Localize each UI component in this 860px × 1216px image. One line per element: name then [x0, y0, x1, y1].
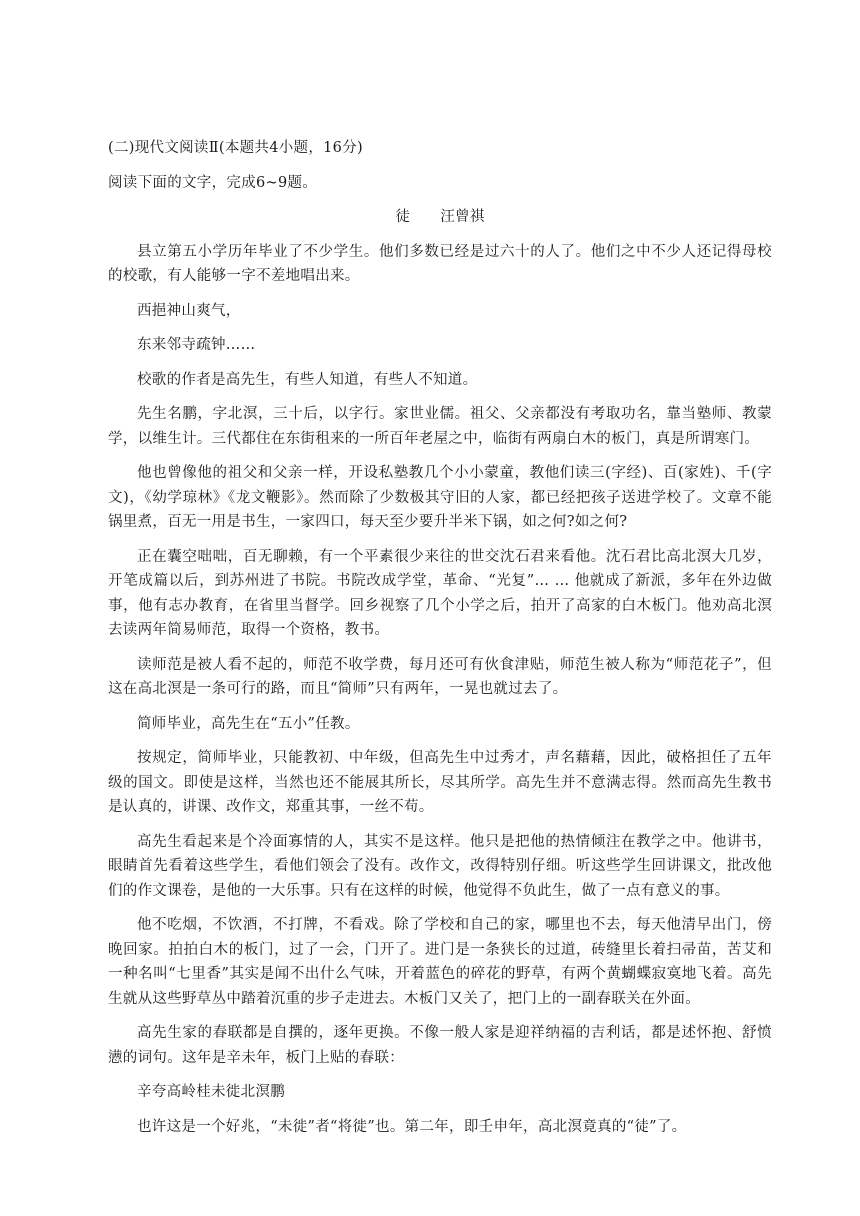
article-title: 徒 [395, 209, 411, 225]
paragraph-6: 读师范是被人看不起的，师范不收学费，每月还可有伙食津贴，师范生被人称为“师范花子”，但这在高北溟是一条可行的路，而且“简师”只有两年，一晃也就过去了。 [108, 656, 772, 697]
paragraph-5: 正在囊空咄咄，百无聊赖，有一个平素很少来往的世交沈石君来看他。沈石君比高北溟大几岁，开笔成篇以后，到苏州进了书院。书院改成学堂，革命、“光复”… … 他就成了新派，多年在外边做事，他有志办教育，在省里当督学。回乡视察了几个小学之后，拍开了高家的白木板门。他劝高北溟去读两年简易师范，取得一个资格，教书。 [108, 548, 772, 638]
paragraph-4: 他也曾像他的祖父和父亲一样，开设私塾教几个小小蒙童，教他们读三(字经)、百(家姓)、千(字文)，《幼学琼林》《龙文鞭影》。然而除了少数极其守旧的人家，都已经把孩子送进学校了。文章不能锅里煮，百无一用是书生，一家四口，每天至少要升半米下锅，如之何?如之何? [108, 465, 772, 530]
document-page [108, 136, 772, 1149]
paragraph-1: 县立第五小学历年毕业了不少学生。他们多数已经是过六十的人了。他们之中不少人还记得母校的校歌，有人能够一字不差地唱出来。 [108, 243, 772, 284]
article-title-line [108, 205, 772, 230]
section-heading: (二)现代文阅读Ⅱ(本题共4小题，16分) [108, 140, 363, 156]
paragraph-9: 高先生看起来是个冷面寡情的人，其实不是这样。他只是把他的热情倾注在教学之中。他讲书，眼睛首先看着这些学生，看他们领会了没有。改作文，改得特别仔细。听这些学生回讲课文，批改他们的作文课卷，是他的一大乐事。只有在这样的时候，他觉得不负此生，做了一点有意义的事。 [108, 833, 772, 899]
paragraph-3: 先生名鹏，字北溟，三十后，以字行。家世业儒。祖父、父亲都没有考取功名，靠当塾师、教蒙学，以维生计。三代都住在东街租来的一所百年老屋之中，临街有两扇白木的板门，真是所谓寒门。 [108, 406, 772, 447]
song-line-1: 西挹神山爽气， [137, 302, 241, 319]
paragraph-10: 他不吃烟，不饮酒，不打牌，不看戏。除了学校和自己的家，哪里也不去，每天他清早出门，傍晚回家。拍拍白木的板门，过了一会，门开了。进门是一条狭长的过道，砖缝里长着扫帚苗，苦艾和一种名叫“七里香”其实是闻不出什么气味，开着蓝色的碎花的野草，有两个黄蝴蝶寂寞地飞着。高先生就从这些野草丛中踏着沉重的步子走进去。木板门又关了，把门上的一副春联关在外面。 [108, 917, 772, 1007]
paragraph-8: 按规定，简师毕业，只能教初、中年级，但高先生中过秀才，声名藉藉，因此，破格担任了五年级的国文。即使是这样，当然也还不能展其所长，尽其所学。高先生并不意满志得。然而高先生教书是认真的，讲课、改作文，郑重其事，一丝不苟。 [108, 750, 772, 815]
paragraph-7: 简师毕业，高先生在“五小”任教。 [137, 715, 360, 732]
paragraph-2: 校歌的作者是高先生，有些人知道，有些人不知道。 [137, 371, 478, 388]
paragraph-11: 高先生家的春联都是自撰的，逐年更换。不像一般人家是迎祥纳福的吉利话，都是述怀抱、舒愤懑的词句。这年是辛未年，板门上贴的春联： [108, 1025, 772, 1066]
article-author: 汪曾祺 [440, 209, 485, 225]
couplet-line: 辛夸高岭桂未徙北溟鹏 [137, 1084, 285, 1100]
song-line-2: 东来邻寺疏钟…… [137, 337, 256, 353]
instruction-text: 阅读下面的文字，完成6~9题。 [108, 174, 318, 191]
paragraph-12: 也许这是一个好兆，“未徙”者“将徙”也。第二年，即壬申年，高北溟竟真的“徒”了。 [137, 1118, 687, 1135]
